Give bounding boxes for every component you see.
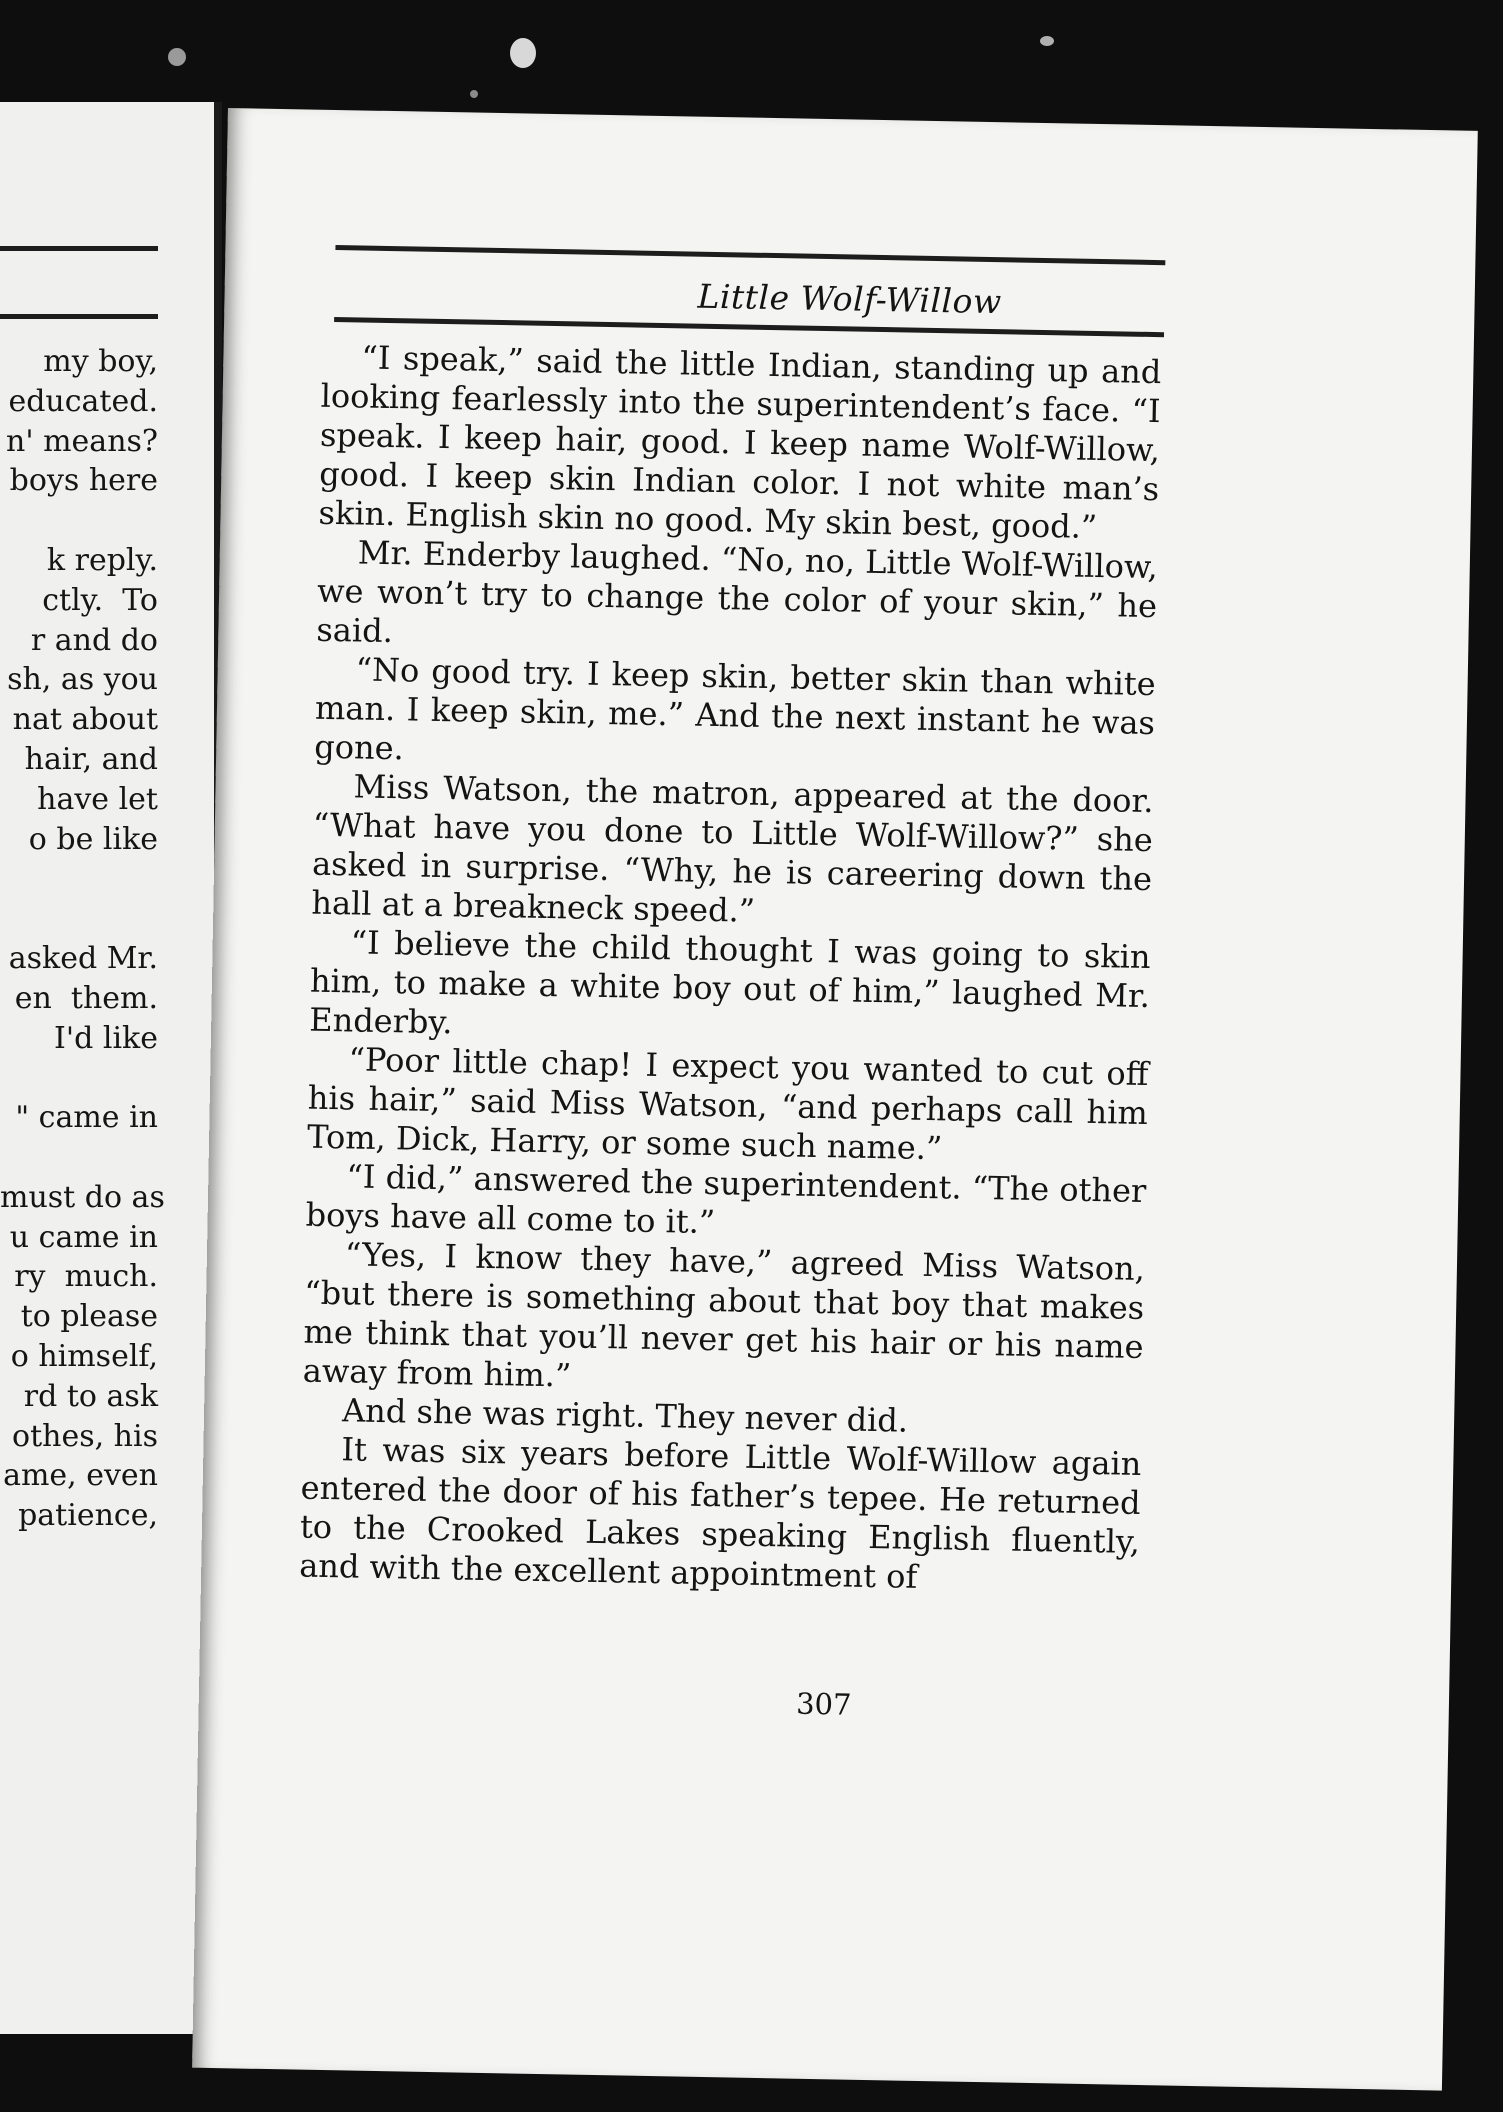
left-page-line: n' means? — [6, 423, 158, 459]
paragraph: It was six years before Little Wolf-Willow again entered the door of his father’s tepee. He returned to the Crooked Lakes speaking English fluently, and with the excellent appointment of — [298, 1430, 1142, 1596]
left-page — [0, 102, 222, 2034]
left-page-line: must do as — [0, 1179, 165, 1215]
left-page-line — [0, 859, 158, 899]
left-page-line: k reply. — [46, 542, 158, 578]
paragraph: “I believe the child thought I was going to skin him, to make a white boy out of him,” laughed Mr. Enderby. — [308, 923, 1151, 1042]
left-page-line — [0, 1058, 158, 1098]
left-page-line: ame, even — [3, 1458, 158, 1494]
left-page-line: have let — [37, 781, 158, 817]
left-page-line: ry much. — [14, 1259, 158, 1295]
left-page-line: o himself, — [10, 1338, 158, 1374]
left-page-text — [0, 342, 165, 1536]
left-page-line: u came in — [9, 1219, 158, 1255]
right-page — [192, 108, 1478, 2091]
paragraph: “I speak,” said the little Indian, standing up and looking fearlessly into the superintendent’s face. “I speak. I keep hair, good. I keep name Wolf-Willow, good. I keep skin Indian color. I not white man’s skin. English skin no good. My skin best, good.” — [318, 338, 1162, 546]
left-page-line: sh, as you — [7, 662, 158, 698]
dust-speck — [510, 38, 536, 68]
paragraph: “Yes, I know they have,” agreed Miss Watson, “but there is something about that boy that makes me think that you’ll never get his hair or his name away from him.” — [302, 1235, 1146, 1395]
left-page-line: nat about — [12, 702, 158, 738]
left-page-line: boys here — [9, 463, 158, 499]
left-page-line: patience, — [18, 1498, 158, 1534]
left-page-line — [0, 899, 158, 939]
left-rule-top — [0, 246, 158, 251]
left-page-line: rd to ask — [23, 1378, 158, 1414]
paragraph: “No good try. I keep skin, better skin than white man. I keep skin, me.” And the next instant he was gone. — [313, 650, 1156, 768]
page-number: 307 — [795, 1686, 852, 1722]
left-page-line: en them. — [14, 980, 158, 1016]
paragraph: “Poor little chap! I expect you wanted to cut off his hair,” said Miss Watson, “and perhaps call him Tom, Dick, Harry, or some such name.” — [306, 1040, 1149, 1168]
left-page-line: o be like — [28, 821, 158, 857]
header-rule-top — [335, 245, 1165, 265]
left-page-line: r and do — [30, 622, 158, 658]
left-page-line — [0, 1138, 158, 1178]
dust-speck — [470, 90, 478, 98]
left-page-line: my boy, — [43, 344, 158, 379]
left-page-line: to please — [20, 1299, 158, 1335]
paragraph: And she was right. They never did. — [341, 1391, 909, 1440]
left-rule-bottom — [0, 314, 158, 319]
body-text — [299, 338, 1162, 1601]
paragraph: Mr. Enderby laughed. “No, no, Little Wolf-Willow, we won’t try to change the color of your skin,” he said. — [316, 533, 1159, 651]
left-page-line: I'd like — [54, 1020, 158, 1056]
paragraph: Miss Watson, the matron, appeared at the door. “What have you done to Little Wolf-Willow?” she asked in surprise. “Why, he is careering down the hall at a breakneck speed.” — [311, 767, 1154, 930]
dust-speck — [1040, 36, 1054, 46]
left-page-line: educated. — [8, 383, 158, 419]
left-page-line: " came in — [15, 1100, 158, 1136]
paragraph: “I did,” answered the superintendent. “The other boys have all come to it.” — [305, 1157, 1147, 1242]
left-page-line: ctly. To — [42, 582, 158, 618]
left-page-line: othes, his — [12, 1418, 158, 1454]
left-page-line — [0, 501, 158, 541]
left-page-line: hair, and — [24, 741, 158, 777]
dust-speck — [168, 48, 186, 66]
running-head: Little Wolf-Willow — [697, 276, 1003, 322]
left-page-line: asked Mr. — [8, 940, 158, 976]
